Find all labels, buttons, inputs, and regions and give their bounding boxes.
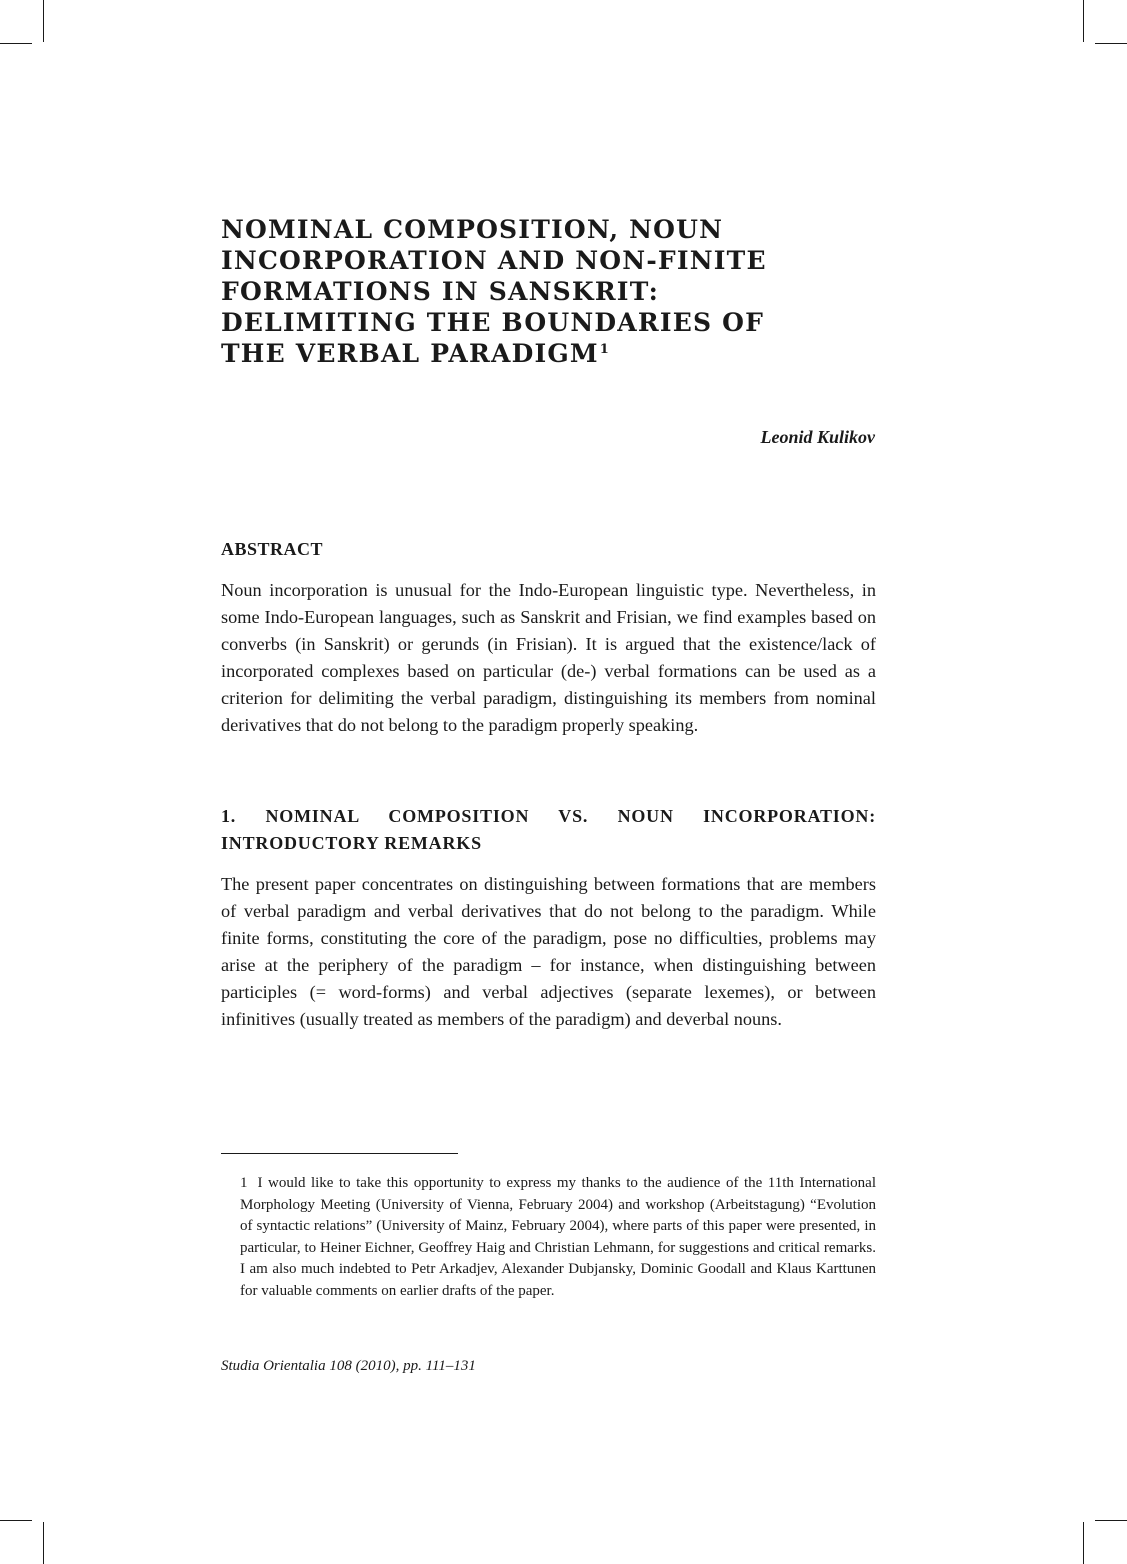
journal-citation: Studia Orientalia 108 (2010), pp. 111–131 <box>221 1358 476 1374</box>
abstract-heading: ABSTRACT <box>221 539 324 559</box>
paper-title-text: NOMINAL COMPOSITION, NOUN INCORPORATION AND NON-FINITE FORMATIONS IN SANSKRIT: DELIMITING THE BOUNDARIES OF THE VERBAL PARADIGM <box>221 215 767 368</box>
title-footnote-marker[interactable]: 1 <box>599 341 609 357</box>
footnote-number: 1 <box>240 1175 248 1191</box>
footnote-text: I would like to take this opportunity to express my thanks to the audience of the 11th International Morphology Meeting (University of Vienna, February 2004) and workshop (Arbeitstagung) “Evolution of syntactic relations” (University of Mainz, February 2004), where parts of this paper were presented, in particular, to Heiner Eichner, Geoffrey Haig and Christian Lehmann, for suggestions and critical remarks. I am also much indebted to Petr Arkadjev, Alexander Dubjansky, Dominic Goodall and Klaus Karttunen for valuable comments on earlier drafts of the paper. <box>240 1175 876 1299</box>
crop-mark-top-left-horizontal <box>0 43 32 44</box>
section-1-heading: 1. NOMINAL COMPOSITION VS. NOUN INCORPORATION: INTRODUCTORY REMARKS <box>221 806 876 853</box>
author-name: Leonid Kulikov <box>760 427 875 447</box>
crop-mark-top-left-vertical <box>43 0 44 42</box>
crop-mark-bottom-right-vertical <box>1083 1522 1084 1564</box>
crop-mark-top-right-horizontal <box>1095 43 1127 44</box>
paper-title <box>221 214 781 369</box>
crop-mark-bottom-right-horizontal <box>1095 1520 1127 1521</box>
crop-mark-bottom-left-vertical <box>43 1522 44 1564</box>
section-1-body: The present paper concentrates on distinguishing between formations that are members of verbal paradigm and verbal derivatives that do not belong to the paradigm. While finite forms, constituting the core of the paradigm, pose no difficulties, problems may arise at the periphery of the paradigm – for instance, when distinguishing between participles (= word-forms) and verbal adjectives (separate lexemes), or between infinitives (usually treated as members of the paradigm) and deverbal nouns. <box>221 874 876 1029</box>
crop-mark-bottom-left-horizontal <box>0 1520 32 1521</box>
footnote-divider <box>221 1153 458 1154</box>
abstract-text: Noun incorporation is unusual for the Indo-European linguistic type. Nevertheless, in some Indo-European languages, such as Sanskrit and Frisian, we find examples based on converbs (in Sanskrit) or gerunds (in Frisian). It is argued that the existence/lack of incorporated complexes based on particular (de-) verbal formations can be used as a criterion for delimiting the verbal paradigm, distinguishing its members from nominal derivatives that do not belong to the paradigm properly speaking. <box>221 580 876 735</box>
footnote-1 <box>240 1173 876 1302</box>
crop-mark-top-right-vertical <box>1083 0 1084 42</box>
